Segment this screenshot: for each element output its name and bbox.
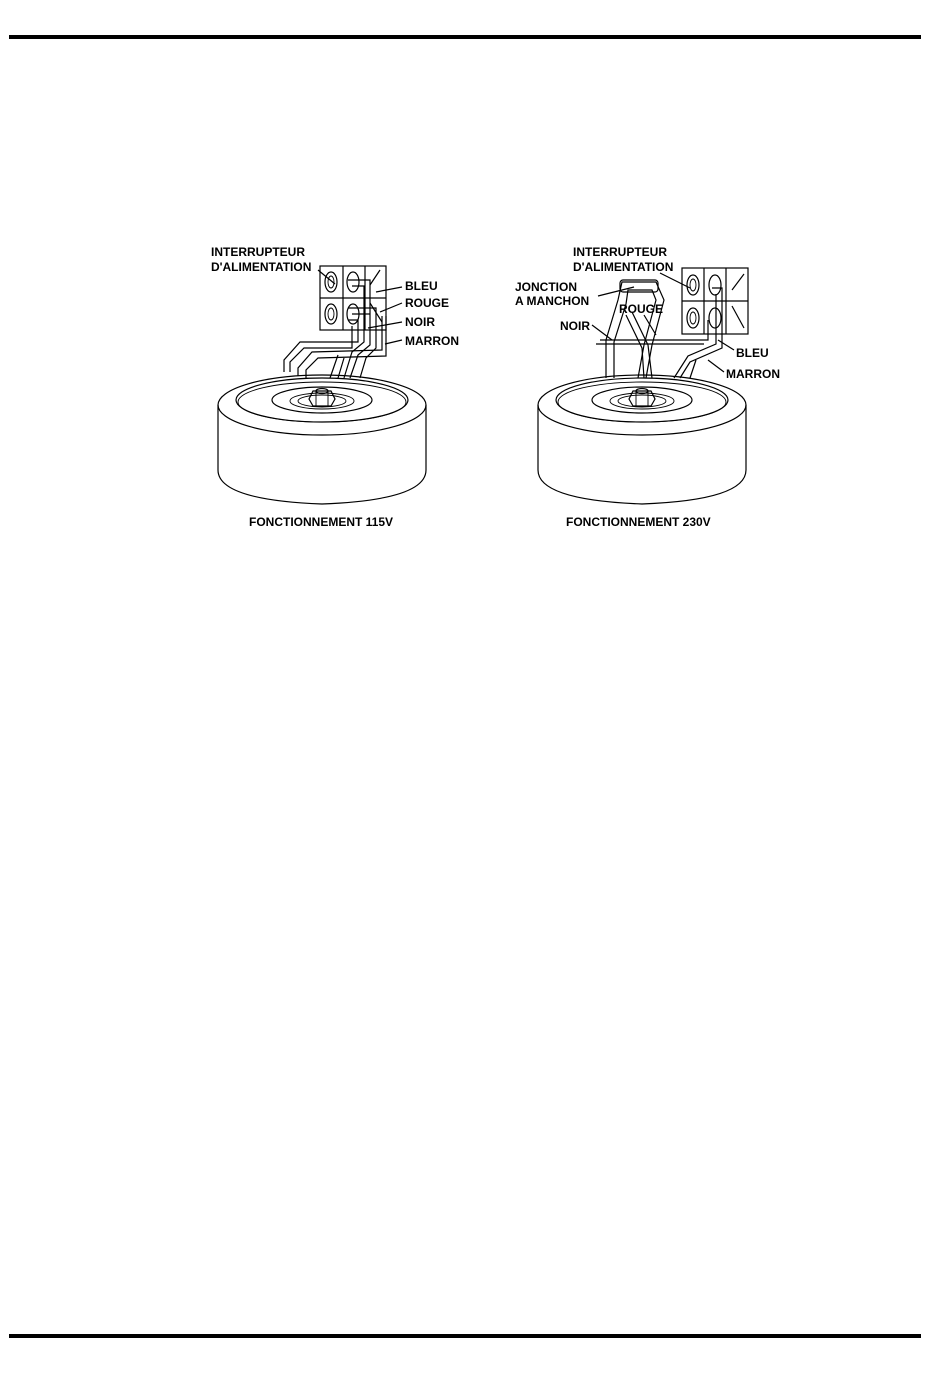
caption-230v: FONCTIONNEMENT 230V: [566, 515, 711, 529]
leaders-115v: [318, 270, 402, 344]
wire-label-black-115v: NOIR: [405, 315, 435, 329]
wire-label-blue-115v: BLEU: [405, 279, 438, 293]
wires-115v: [284, 280, 386, 378]
motor-body-230v: [538, 375, 746, 504]
wire-label-red-230v: ROUGE: [619, 302, 664, 316]
sleeve-label-line1-230v: JONCTION: [515, 280, 578, 294]
wire-label-red-115v: ROUGE: [405, 296, 450, 310]
wires-230v: [596, 280, 722, 378]
wire-label-brown-115v: MARRON: [405, 334, 459, 348]
wire-label-brown-230v: MARRON: [726, 367, 780, 381]
switch-label-line1-230v: INTERRUPTEUR: [573, 245, 668, 259]
motor-body-115v: [218, 375, 426, 504]
figure-115v: [211, 245, 459, 529]
wire-label-black-230v: NOIR: [560, 319, 590, 333]
switch-label-line1-115v: INTERRUPTEUR: [211, 245, 306, 259]
wire-label-blue-230v: BLEU: [736, 346, 769, 360]
switch-label-line2-115v: D'ALIMENTATION: [211, 260, 312, 274]
figure-230v: [515, 245, 780, 529]
switch-label-line2-230v: D'ALIMENTATION: [573, 260, 674, 274]
sleeve-label-line2-230v: A MANCHON: [515, 294, 590, 308]
caption-115v: FONCTIONNEMENT 115V: [249, 515, 394, 529]
power-switch-230v: [682, 268, 748, 334]
